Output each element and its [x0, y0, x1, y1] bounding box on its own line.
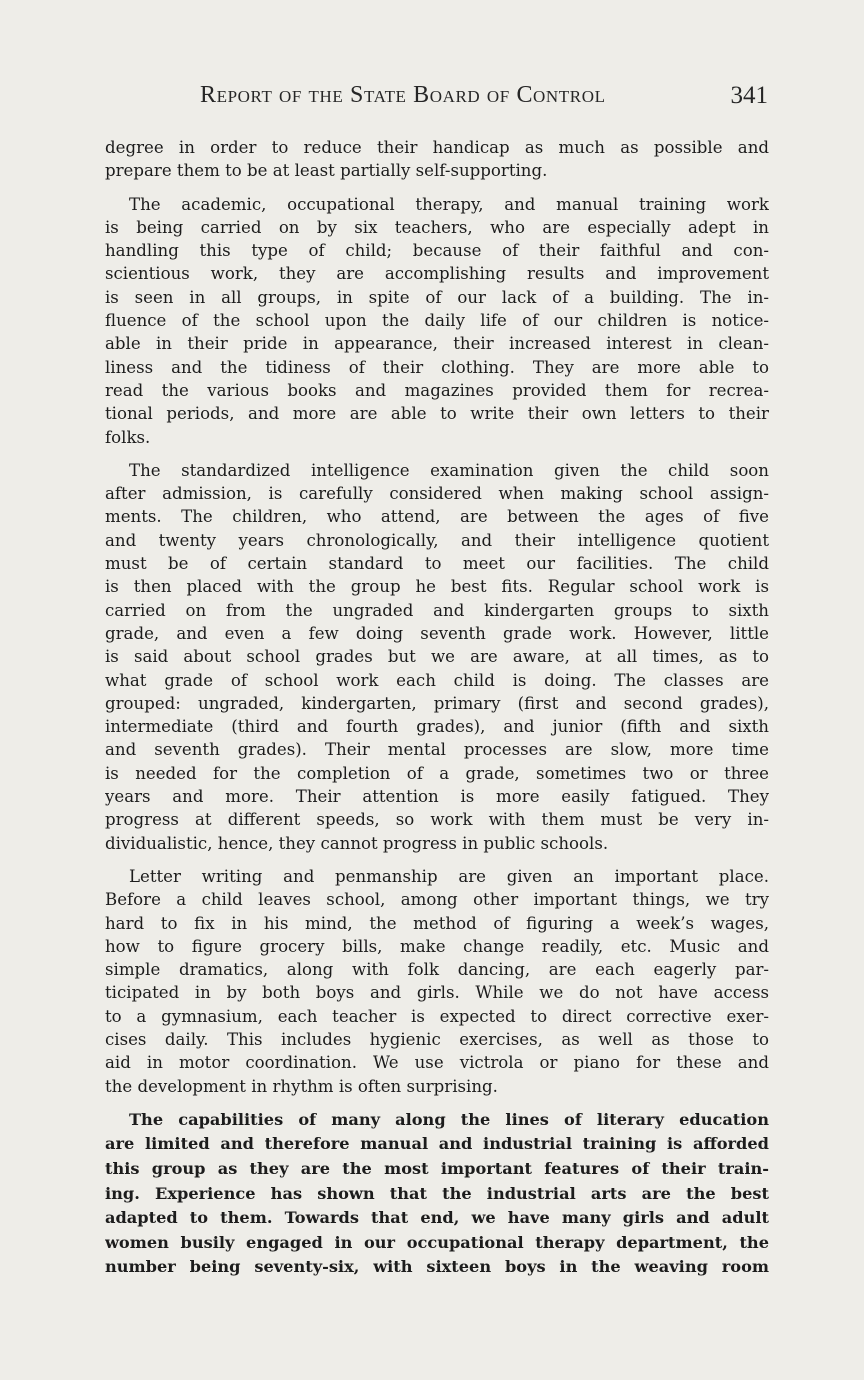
text-line: must be of certain standard to meet our facilities. The child — [105, 554, 769, 574]
paragraph — [105, 136, 769, 183]
text-line: ticipated in by both boys and girls. While we do not have access — [105, 983, 769, 1003]
text-line: are limited and therefore manual and industrial training is afforded — [105, 1134, 769, 1154]
text-line: grade, and even a few doing seventh grade work. However, little — [105, 623, 769, 643]
text-line: women busily engaged in our occupational therapy department, the — [105, 1232, 769, 1252]
text-line: The capabilities of many along the lines of literary education — [129, 1109, 769, 1129]
text-line: read the various books and magazines provided them for recrea- — [105, 380, 769, 400]
text-line: able in their pride in appearance, their increased interest in clean- — [105, 334, 769, 354]
text-line: folks. — [105, 427, 151, 447]
text-line: how to figure grocery bills, make change readily, etc. Music and — [105, 936, 769, 956]
text-line: the development in rhythm is often surprising. — [105, 1076, 498, 1096]
text-line: prepare them to be at least partially self-supporting. — [105, 161, 548, 181]
text-line: this group as they are the most important features of their train- — [105, 1159, 769, 1179]
text-line: tional periods, and more are able to write their own letters to their — [105, 404, 769, 424]
text-line: hard to fix in his mind, the method of figuring a week’s wages, — [105, 913, 769, 933]
text-line: dividualistic, hence, they cannot progress in public schools. — [105, 833, 609, 853]
text-line: simple dramatics, along with folk dancing, are each eagerly par- — [105, 960, 769, 980]
paragraph — [105, 865, 769, 1098]
text-line: intermediate (third and fourth grades), and junior (fifth and sixth — [105, 717, 769, 737]
text-line: liness and the tidiness of their clothing. They are more able to — [105, 357, 769, 377]
text-line: is seen in all groups, in spite of our lack of a building. The in- — [105, 287, 769, 307]
text-line: fluence of the school upon the daily life of our children is notice- — [105, 311, 769, 331]
text-line: Letter writing and penmanship are given an important place. — [129, 866, 769, 886]
text-line: is being carried on by six teachers, who are especially adept in — [105, 217, 769, 237]
text-line: adapted to them. Towards that end, we have many girls and adult — [105, 1208, 769, 1228]
text-line: carried on from the ungraded and kindergarten groups to sixth — [105, 600, 769, 620]
text-line: degree in order to reduce their handicap as much as possible and — [105, 138, 769, 157]
text-line: and twenty years chronologically, and their intelligence quotient — [105, 530, 769, 550]
page-number: 341 — [730, 82, 768, 109]
text-line: is needed for the completion of a grade, sometimes two or three — [105, 763, 769, 783]
text-line: grouped: ungraded, kindergarten, primary (first and second grades), — [105, 693, 769, 713]
text-line: is then placed with the group he best fits. Regular school work is — [105, 577, 769, 597]
text-line: cises daily. This includes hygienic exercises, as well as those to — [105, 1029, 769, 1049]
text-line: The standardized intelligence examination given the child soon — [129, 460, 769, 480]
text-line: years and more. Their attention is more easily fatigued. They — [105, 787, 769, 807]
text-line: scientious work, they are accomplishing results and improvement — [105, 264, 769, 284]
text-line: handling this type of child; because of their faithful and con- — [105, 241, 769, 261]
text-line: aid in motor coordination. We use victrola or piano for these and — [105, 1053, 769, 1073]
text-line: number being seventy-six, with sixteen boys in the weaving room — [105, 1257, 769, 1277]
paragraph — [105, 193, 769, 449]
text-line: is said about school grades but we are aware, at all times, as to — [105, 647, 769, 667]
text-line: The academic, occupational therapy, and manual training work — [129, 194, 769, 214]
page-header — [104, 82, 768, 114]
text-line: and seventh grades). Their mental processes are slow, more time — [105, 740, 769, 760]
text-line: Before a child leaves school, among other important things, we try — [105, 890, 769, 910]
text-line: after admission, is carefully considered when making school assign- — [105, 484, 769, 504]
paragraph — [105, 459, 769, 855]
text-line: ments. The children, who attend, are between the ages of five — [105, 507, 769, 527]
paragraph — [105, 1108, 769, 1280]
text-line: to a gymnasium, each teacher is expected to direct corrective exer- — [105, 1006, 769, 1026]
running-head: Report of the State Board of Control — [200, 82, 606, 108]
text-line: ing. Experience has shown that the industrial arts are the best — [105, 1183, 769, 1203]
text-line: what grade of school work each child is doing. The classes are — [105, 670, 769, 690]
text-line: progress at different speeds, so work with them must be very in- — [105, 810, 769, 830]
body-text — [105, 136, 769, 1290]
